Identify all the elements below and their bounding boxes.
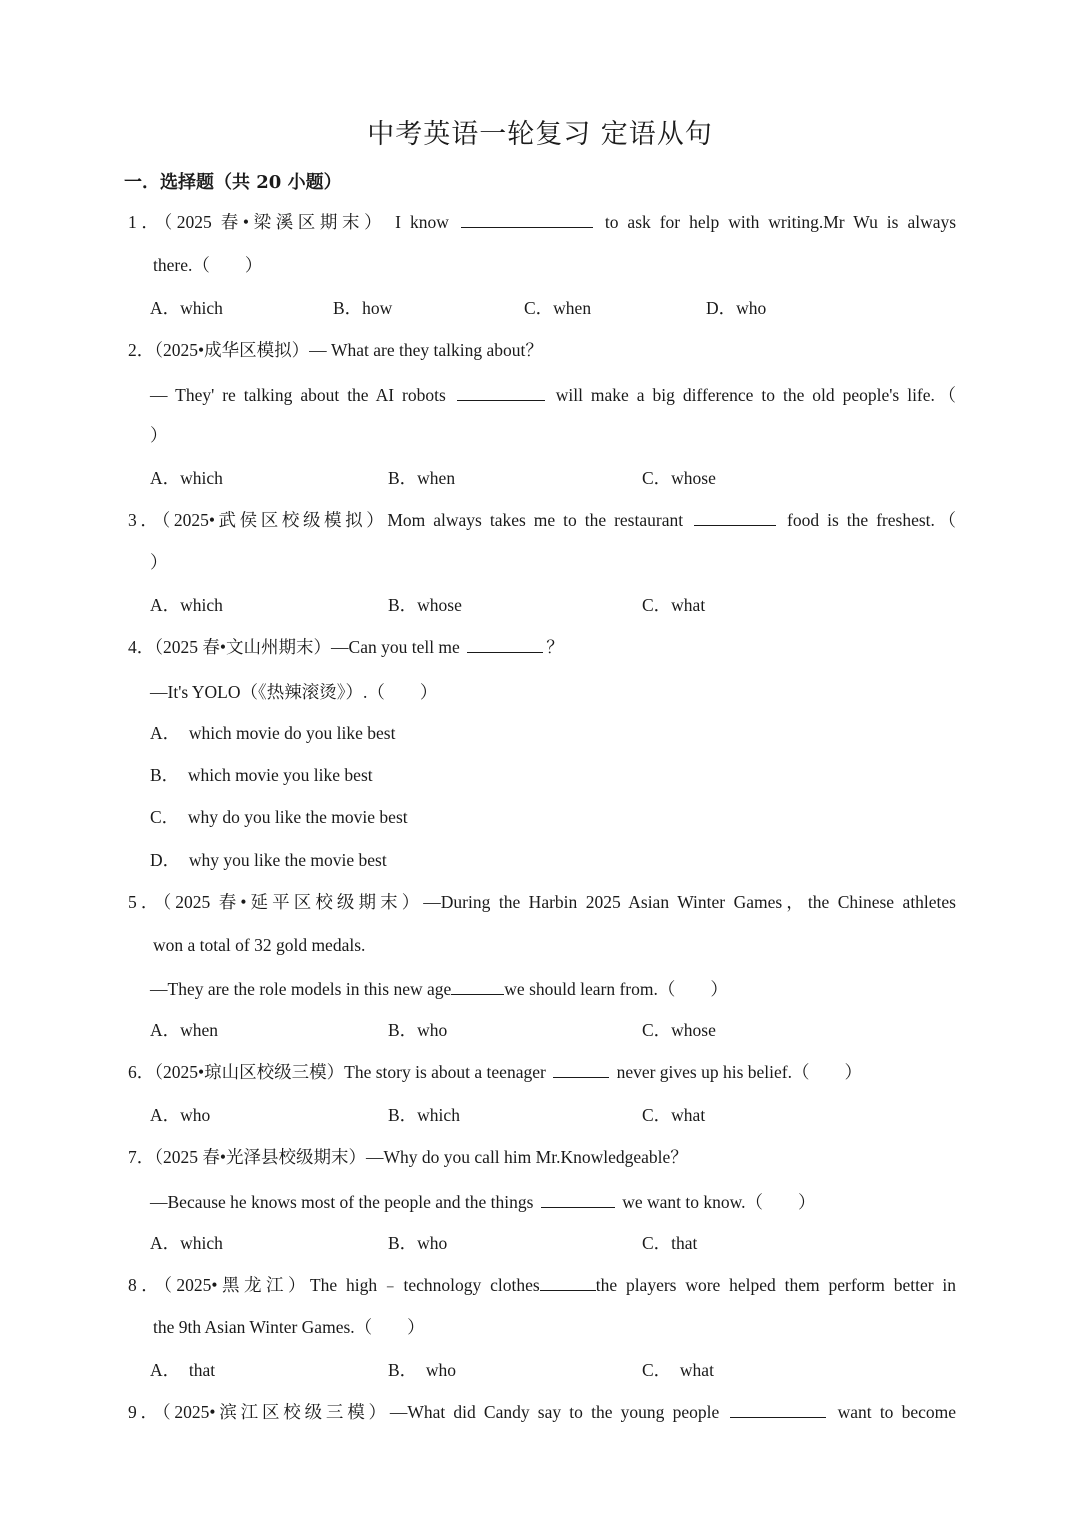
answer-blank[interactable]: [461, 226, 593, 228]
question-text: —They are the role models in this new age: [150, 979, 452, 999]
option-b[interactable]: B．how: [333, 298, 393, 318]
answer-blank[interactable]: [467, 651, 543, 653]
option-b[interactable]: B． who: [388, 1360, 457, 1380]
question-text: there.（ ）: [153, 255, 263, 275]
question-text: Mom always takes me to the restaurant: [387, 510, 684, 530]
option-b[interactable]: B．when: [388, 468, 456, 488]
option-c[interactable]: C．what: [642, 595, 706, 615]
question-text: we want to know.（ ）: [622, 1192, 816, 1212]
question-text: —During the Harbin 2025 Asian Winter Games，the Chinese athletes: [423, 892, 956, 912]
question-3: [128, 512, 956, 530]
question-5: [128, 894, 956, 912]
option-a[interactable]: A．which: [150, 468, 223, 488]
question-text: —What did Candy say to the young people: [389, 1402, 720, 1422]
question-source: （2025•黑龙江）: [163, 1275, 310, 1295]
answer-blank[interactable]: [457, 399, 545, 401]
option-b[interactable]: B．who: [388, 1233, 448, 1253]
option-b[interactable]: B．which: [388, 1105, 460, 1125]
question-text: —Because he knows most of the people and the things: [150, 1192, 534, 1212]
question-text: ）: [150, 552, 168, 572]
question-number: 5．: [128, 892, 163, 912]
question-text: — What are they talking about？: [309, 340, 543, 360]
question-text: will make a big difference to the old people's life.（: [555, 385, 956, 405]
question-text: ）: [150, 425, 168, 445]
question-source: （2025 春•梁溪区期末）: [163, 212, 387, 232]
question-source: （2025 春•光泽县校级期末）: [154, 1147, 367, 1167]
question-source: （2025•武侯区校级模拟）: [161, 510, 388, 530]
question-text: —It's YOLO（《热辣滚烫》）.（ ）: [150, 682, 438, 702]
option-a[interactable]: A．who: [150, 1105, 211, 1125]
question-text: food is the freshest.（: [787, 510, 957, 530]
question-source: （2025 春•延平区校级期末）: [162, 892, 424, 912]
option-c[interactable]: C． why do you like the movie best: [150, 807, 408, 827]
question-number: 2．: [128, 340, 155, 360]
option-a[interactable]: A．when: [150, 1020, 219, 1040]
answer-blank[interactable]: [451, 993, 504, 995]
question-source: （2025 春•文山州期末）: [154, 637, 332, 657]
question-7: [128, 1149, 688, 1167]
question-text: the players wore helped them perform better in: [595, 1275, 956, 1295]
question-source: （2025•成华区模拟）: [154, 340, 310, 360]
question-text: we should learn from.（ ）: [504, 979, 728, 999]
question-text: The story is about a teenager: [344, 1062, 546, 1082]
answer-blank[interactable]: [694, 524, 776, 526]
question-number: 8．: [128, 1275, 164, 1295]
question-text: [150, 1194, 816, 1212]
question-text: the 9th Asian Winter Games.（ ）: [153, 1317, 425, 1337]
answer-blank[interactable]: [541, 1206, 615, 1208]
question-text: [150, 387, 956, 405]
question-2: [128, 342, 543, 360]
option-d[interactable]: D． why you like the movie best: [150, 850, 387, 870]
option-a[interactable]: A． that: [150, 1360, 216, 1380]
question-number: 3．: [128, 510, 162, 530]
answer-blank[interactable]: [540, 1289, 596, 1291]
question-number: 1．: [128, 212, 164, 232]
question-number: 7．: [128, 1147, 155, 1167]
option-c[interactable]: C．that: [642, 1233, 698, 1253]
option-a[interactable]: A．which: [150, 298, 223, 318]
question-4: [128, 639, 564, 657]
question-text: The high﹣technology clothes: [309, 1275, 540, 1295]
option-a[interactable]: A． which movie do you like best: [150, 723, 396, 743]
question-number: 6．: [128, 1062, 155, 1082]
option-b[interactable]: B．who: [388, 1020, 448, 1040]
option-a[interactable]: A．which: [150, 1233, 223, 1253]
question-text: never gives up his belief.（ ）: [616, 1062, 862, 1082]
question-text: —Why do you call him Mr.Knowledgeable？: [366, 1147, 688, 1167]
option-b[interactable]: B．whose: [388, 595, 462, 615]
option-c[interactable]: C．what: [642, 1105, 706, 1125]
page-title: 中考英语一轮复习 定语从句: [367, 119, 713, 150]
option-c[interactable]: C． what: [642, 1360, 714, 1380]
question-text: I know: [395, 212, 449, 232]
option-b[interactable]: B． which movie you like best: [150, 765, 373, 785]
question-8: [128, 1277, 956, 1295]
question-text: [150, 981, 728, 999]
question-text: ？: [546, 637, 564, 657]
question-source: （2025•滨江区校级三模）: [161, 1402, 390, 1422]
question-text: to ask for help with writing.Mr Wu is always: [604, 212, 957, 232]
section-heading: 一．选择题（共 20 小题）: [124, 172, 342, 193]
question-text: want to become: [837, 1402, 957, 1422]
question-number: 9．: [128, 1402, 162, 1422]
question-text: —Can you tell me: [331, 637, 460, 657]
option-d[interactable]: D．who: [706, 298, 767, 318]
option-c[interactable]: C．whose: [642, 468, 716, 488]
answer-blank[interactable]: [553, 1076, 609, 1078]
question-text: won a total of 32 gold medals.: [153, 935, 366, 955]
question-text: — They' re talking about the AI robots: [150, 385, 446, 405]
question-source: （2025•琼山区校级三模）: [154, 1062, 345, 1082]
question-1: [128, 214, 956, 232]
answer-blank[interactable]: [730, 1416, 826, 1418]
option-a[interactable]: A．which: [150, 595, 223, 615]
option-c[interactable]: C．whose: [642, 1020, 716, 1040]
question-9: [128, 1404, 956, 1422]
option-c[interactable]: C．when: [524, 298, 592, 318]
question-number: 4．: [128, 637, 155, 657]
question-6: [128, 1064, 862, 1082]
